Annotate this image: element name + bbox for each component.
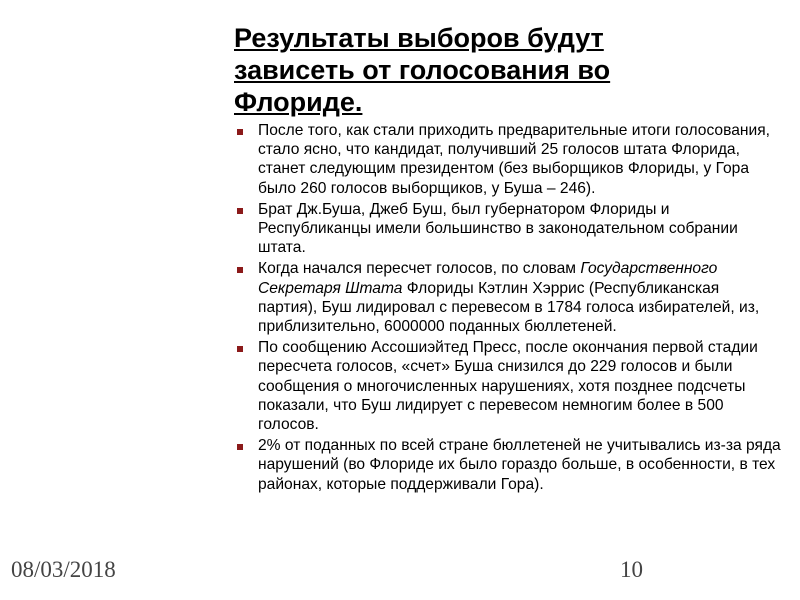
bullet-text: 2% от поданных по всей стране бюллетеней не учитывались из-за ряда нарушений (во Флориде их было гораздо больше, в особенности, в тех районах, которые поддерживали Гора). (258, 437, 781, 493)
square-bullet-icon (237, 346, 243, 352)
bullet-text: По сообщению Ассошиэйтед Пресс, после окончания первой стадии пересчета голосов, «счет» Буша снизился до 229 голосов и были сообщения о многочисленных нарушениях, хотя позднее подсчеты показали, что Буш лидирует с перевесом немногим более в 500 голосов. (258, 339, 758, 434)
square-bullet-icon (237, 267, 243, 273)
square-bullet-icon (237, 444, 243, 450)
bullet-text-after: Флориды Кэтлин Хэррис (Республиканская партия), Буш лидировал с перевесом в 1784 голоса избирателей, из, приблизительно, 6000000 поданных бюллетеней. (258, 279, 760, 336)
slide-title: Результаты выборов будут зависеть от голосования во Флориде. (234, 23, 611, 117)
bullet-list (236, 121, 781, 496)
bullet-text: Брат Дж.Буша, Джеб Буш, был губернатором Флориды и Республиканцы имели большинство в законодательном собрании штата. (258, 200, 738, 257)
bullet-item (236, 200, 781, 258)
bullet-text-italic: Государственного Секретаря Штата (258, 260, 718, 297)
square-bullet-icon (237, 208, 243, 214)
bullet-item (236, 259, 781, 336)
page-number: 10 (620, 557, 643, 582)
bullet-item (236, 436, 781, 494)
bullet-text-before: Когда начался пересчет голосов, по словам (258, 260, 581, 278)
bullet-item (236, 121, 781, 198)
footer-date: 08/03/2018 (11, 557, 116, 582)
bullet-item (236, 338, 781, 434)
bullet-text: После того, как стали приходить предварительные итоги голосования, стало ясно, что кандидат, получивший 25 голосов штата Флорида, станет следующим президентом (без выборщиков Флориды, у Гора было 260 голосов выборщиков, у Буша – 246). (258, 122, 770, 197)
square-bullet-icon (237, 129, 243, 135)
